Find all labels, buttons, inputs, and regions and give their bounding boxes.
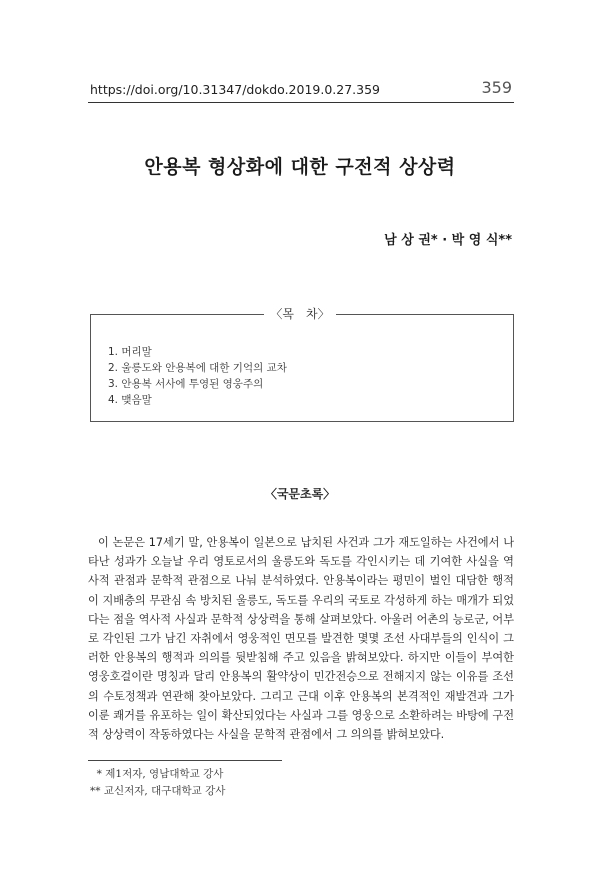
abstract-body: 이 논문은 17세기 말, 안용복이 일본으로 납치된 사건과 그가 재도일하는 사건에서 나타난 성과가 오늘날 우리 영토로서의 울릉도와 독도를 각인시키는 데 기여한 사실을 역사적 관점과 문학적 관점으로 나눠 분석하였다. 안용복이라는 평민이 벌인 대담한 행적이 지배층의 무관심 속 방치된 울릉도, 독도를 우리의 국토로 각성하게 하는 매개가 되었다는 점을 역사적 사실과 문학적 상상력을 통해 살펴보았다. 아울러 어촌의 능로군, 어부로 각인된 그가 남긴 자취에서 영웅적인 면모를 발견한 몇몇 조선 사대부들의 인식이 그러한 안용복의 행적과 의의를 뒷받침해 주고 있음을 밝혀보았다. 하지만 이들이 부여한 영웅호걸이란 명칭과 달리 안용복의 활약상이 민간전승으로 전해지지 않는 이유를 조선의 수토정책과 연관해 찾아보았다. 그리고 근대 이후 안용복의 본격적인 재발견과 그가 이룬 쾌거를 유포하는 일이 확산되었다는 사실과 그를 영웅으로 소환하려는 바탕에 구전적 상상력이 작동하였다는 사실을 문학적 관점에서 그 의의를 밝혀보았다. — [88, 536, 514, 742]
footnote-first-author: * 제1저자, 영남대학교 강사 — [90, 768, 224, 780]
toc-item: 2. 울릉도와 안용복에 대한 기억의 교차 — [108, 362, 287, 374]
footnote-corresponding-author: ** 교신저자, 대구대학교 강사 — [90, 785, 226, 797]
toc-item: 4. 맺음말 — [108, 394, 152, 406]
doi-link[interactable]: https://doi.org/10.31347/dokdo.2019.0.27.359 — [90, 82, 381, 97]
header-divider — [88, 102, 514, 103]
page-number: 359 — [481, 78, 512, 97]
toc-list — [108, 344, 287, 408]
toc-heading — [0, 305, 600, 322]
toc-item: 3. 안용복 서사에 투영된 영웅주의 — [108, 378, 264, 390]
toc-heading-text: 〈목 차〉 — [264, 307, 335, 321]
abstract-heading: 〈국문초록〉 — [264, 487, 336, 501]
footnote-divider — [88, 760, 282, 761]
paper-title: 안용복 형상화에 대한 구전적 상상력 — [144, 156, 456, 178]
authors: 남 상 권* · 박 영 식** — [384, 233, 512, 248]
toc-item: 1. 머리말 — [108, 346, 152, 358]
footnotes — [90, 766, 225, 800]
